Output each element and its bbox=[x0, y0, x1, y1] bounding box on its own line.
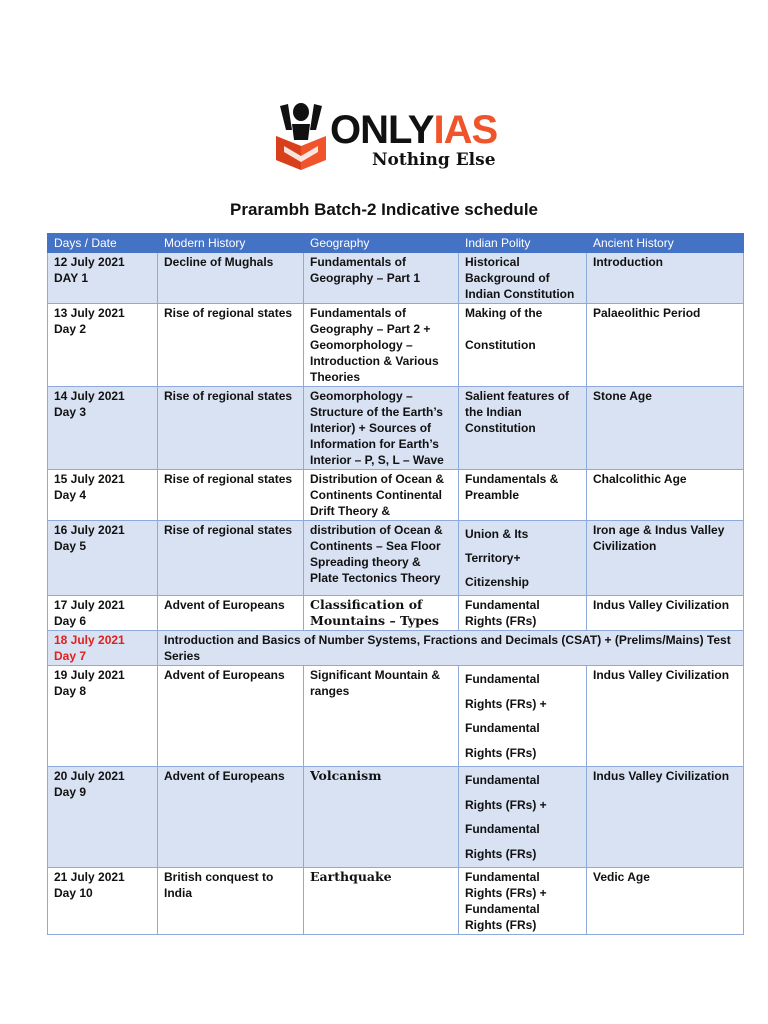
table-row bbox=[48, 304, 744, 387]
polity-line: Fundamental bbox=[465, 822, 540, 836]
geography-cell: Fundamentals of Geography – Part 2 + Geomorphology – Introduction & Various Theories bbox=[304, 304, 459, 387]
polity-cell bbox=[459, 304, 587, 387]
polity-cell: Salient features of the Indian Constitution bbox=[459, 387, 587, 470]
page-title: Prarambh Batch-2 Indicative schedule bbox=[230, 200, 538, 219]
geography-cell: distribution of Ocean & Continents – Sea Floor Spreading theory & Plate Tectonics Theory bbox=[304, 521, 459, 596]
date-cell bbox=[48, 521, 158, 596]
polity-cell bbox=[459, 767, 587, 868]
ancient-history-cell: Iron age & Indus Valley Civilization bbox=[587, 521, 744, 596]
ancient-history-cell: Vedic Age bbox=[587, 868, 744, 935]
date-cell bbox=[48, 868, 158, 935]
day-text: Day 5 bbox=[54, 539, 87, 553]
polity-cell: Fundamental Rights (FRs) bbox=[459, 596, 587, 631]
geography-cell: Significant Mountain & ranges bbox=[304, 666, 459, 767]
modern-history-cell: British conquest to India bbox=[158, 868, 304, 935]
date-cell bbox=[48, 387, 158, 470]
table-row bbox=[48, 387, 744, 470]
polity-line: Citizenship bbox=[465, 575, 530, 589]
date-cell bbox=[48, 470, 158, 521]
modern-history-cell: Advent of Europeans bbox=[158, 666, 304, 767]
polity-line: Fundamental bbox=[465, 672, 540, 686]
date-text: 17 July 2021 bbox=[54, 598, 125, 612]
date-cell bbox=[48, 253, 158, 304]
date-cell bbox=[48, 631, 158, 666]
table-row bbox=[48, 521, 744, 596]
date-cell bbox=[48, 304, 158, 387]
date-text: 21 July 2021 bbox=[54, 870, 125, 884]
polity-line: Territory+ bbox=[465, 551, 521, 565]
date-text: 19 July 2021 bbox=[54, 668, 125, 682]
ancient-history-cell: Indus Valley Civilization bbox=[587, 596, 744, 631]
polity-line: Rights (FRs) bbox=[465, 745, 537, 760]
day-text: Day 10 bbox=[54, 886, 93, 900]
schedule-table bbox=[47, 233, 744, 935]
date-text: 20 July 2021 bbox=[54, 769, 125, 783]
day-text: Day 3 bbox=[54, 405, 87, 419]
geography-cell: Distribution of Ocean & Continents Continental Drift Theory & bbox=[304, 470, 459, 521]
day-text: DAY 1 bbox=[54, 271, 89, 285]
modern-history-cell: Rise of regional states bbox=[158, 387, 304, 470]
day-text: Day 2 bbox=[54, 322, 87, 336]
table-header-row bbox=[48, 234, 744, 253]
polity-line: Rights (FRs) + bbox=[465, 797, 547, 812]
col-header-geography: Geography bbox=[304, 234, 459, 253]
modern-history-cell: Rise of regional states bbox=[158, 470, 304, 521]
day-text: Day 7 bbox=[54, 649, 87, 663]
geography-cell: Classification of Mountains – Types bbox=[304, 596, 459, 631]
date-cell bbox=[48, 596, 158, 631]
ancient-history-cell: Stone Age bbox=[587, 387, 744, 470]
brand-ias: IAS bbox=[433, 108, 498, 152]
polity-line: Union & Its bbox=[465, 527, 529, 541]
polity-line: Fundamental bbox=[465, 721, 540, 735]
polity-cell: Historical Background of Indian Constitution bbox=[459, 253, 587, 304]
date-text: 18 July 2021 bbox=[54, 633, 125, 647]
brand-only: ONLY bbox=[330, 108, 434, 152]
person-book-logo-icon bbox=[272, 100, 330, 172]
polity-cell: Fundamentals & Preamble bbox=[459, 470, 587, 521]
ancient-history-cell: Chalcolithic Age bbox=[587, 470, 744, 521]
day-text: Day 9 bbox=[54, 785, 87, 799]
table-row-test-day bbox=[48, 631, 744, 666]
date-text: 16 July 2021 bbox=[54, 523, 125, 537]
geography-cell: Volcanism bbox=[304, 767, 459, 868]
date-text: 13 July 2021 bbox=[54, 306, 125, 320]
polity-cell bbox=[459, 521, 587, 596]
polity-line: Constitution bbox=[465, 338, 536, 352]
table-row bbox=[48, 868, 744, 935]
table-row bbox=[48, 470, 744, 521]
geography-cell: Fundamentals of Geography – Part 1 bbox=[304, 253, 459, 304]
polity-line: Fundamental bbox=[465, 773, 540, 787]
table-row bbox=[48, 253, 744, 304]
brand-name bbox=[330, 108, 497, 152]
date-text: 12 July 2021 bbox=[54, 255, 125, 269]
day-text: Day 4 bbox=[54, 488, 87, 502]
table-row bbox=[48, 767, 744, 868]
table-row bbox=[48, 666, 744, 767]
col-header-date: Days / Date bbox=[48, 234, 158, 253]
date-text: 14 July 2021 bbox=[54, 389, 125, 403]
col-header-indian-polity: Indian Polity bbox=[459, 234, 587, 253]
col-header-modern-history: Modern History bbox=[158, 234, 304, 253]
ancient-history-cell: Introduction bbox=[587, 253, 744, 304]
onlyias-logo bbox=[272, 100, 512, 180]
modern-history-cell: Decline of Mughals bbox=[158, 253, 304, 304]
col-header-ancient-history: Ancient History bbox=[587, 234, 744, 253]
date-cell bbox=[48, 767, 158, 868]
polity-line: Rights (FRs) bbox=[465, 846, 537, 861]
polity-line: Making of the bbox=[465, 306, 543, 320]
modern-history-cell: Advent of Europeans bbox=[158, 596, 304, 631]
date-cell bbox=[48, 666, 158, 767]
modern-history-cell: Advent of Europeans bbox=[158, 767, 304, 868]
modern-history-cell: Rise of regional states bbox=[158, 521, 304, 596]
ancient-history-cell: Indus Valley Civilization bbox=[587, 767, 744, 868]
day-text: Day 6 bbox=[54, 614, 87, 628]
date-text: 15 July 2021 bbox=[54, 472, 125, 486]
ancient-history-cell: Indus Valley Civilization bbox=[587, 666, 744, 767]
polity-line: Rights (FRs) + bbox=[465, 696, 547, 711]
test-series-cell: Introduction and Basics of Number Systems, Fractions and Decimals (CSAT) + (Prelims/Mains) Test Series bbox=[158, 631, 744, 666]
modern-history-cell: Rise of regional states bbox=[158, 304, 304, 387]
geography-cell: Geomorphology – Structure of the Earth’s Interior) + Sources of Information for Earth’s Interior – P, S, L – Wave bbox=[304, 387, 459, 470]
ancient-history-cell: Palaeolithic Period bbox=[587, 304, 744, 387]
polity-cell bbox=[459, 666, 587, 767]
day-text: Day 8 bbox=[54, 684, 87, 698]
brand-tagline: Nothing Else bbox=[372, 150, 496, 170]
geography-cell: Earthquake bbox=[304, 868, 459, 935]
table-row bbox=[48, 596, 744, 631]
polity-cell: Fundamental Rights (FRs) + Fundamental Rights (FRs) bbox=[459, 868, 587, 935]
